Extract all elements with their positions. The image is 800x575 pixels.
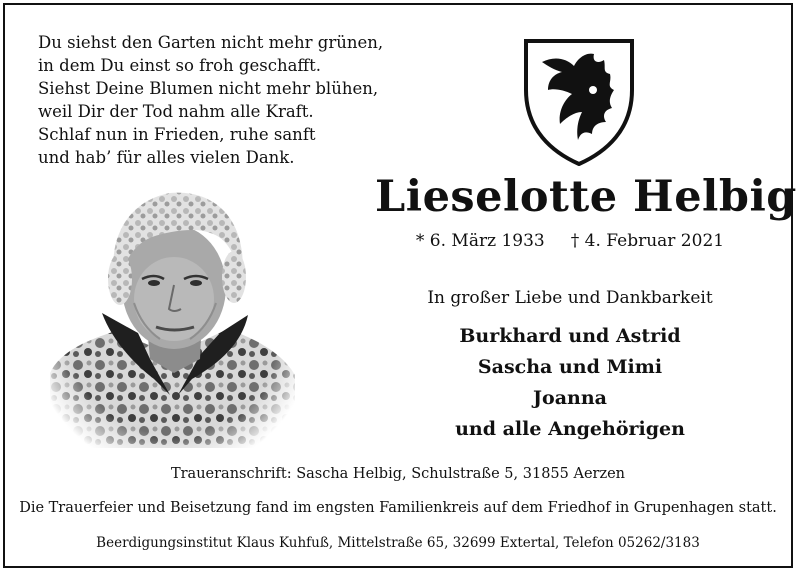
obituary-notice [3,3,797,568]
coat-of-arms-icon [522,38,636,166]
deceased-name: Lieselotte Helbig [375,172,797,222]
mourner-line: und alle Angehörigen [455,418,685,440]
dedication-line: In großer Liebe und Dankbarkeit [427,288,713,308]
poem-line: Schlaf nun in Frieden, ruhe sanft [38,125,316,144]
memorial-poem [38,31,398,169]
poem-line: in dem Du einst so froh geschafft. [38,56,322,75]
mourner-line: Burkhard und Astrid [459,325,681,347]
mourner-line: Joanna [533,387,607,409]
undertaker-info: Beerdigungsinstitut Klaus Kuhfuß, Mittelstraße 65, 32699 Extertal, Telefon 05262/3183 [96,535,700,551]
poem-line: Du siehst den Garten nicht mehr grünen, [38,33,384,52]
mourner-line: Sascha und Mimi [477,356,663,378]
poem-line: weil Dir der Tod nahm alle Kraft. [38,102,314,121]
poem-line: Siehst Deine Blumen nicht mehr blühen, [38,79,379,98]
poem-line: und hab’ für alles vielen Dank. [38,148,295,167]
portrait-photo [50,183,295,448]
life-dates [375,231,765,251]
mourning-address: Traueranschrift: Sascha Helbig, Schulstraße 5, 31855 Aerzen [170,466,626,482]
mourners-list [375,321,765,445]
birth-date: * 6. März 1933 [415,231,545,251]
death-date: † 4. Februar 2021 [570,231,725,251]
ceremony-note: Die Trauerfeier und Beisetzung fand im engsten Familienkreis auf dem Friedhof in Grupenhagen statt. [19,500,777,516]
